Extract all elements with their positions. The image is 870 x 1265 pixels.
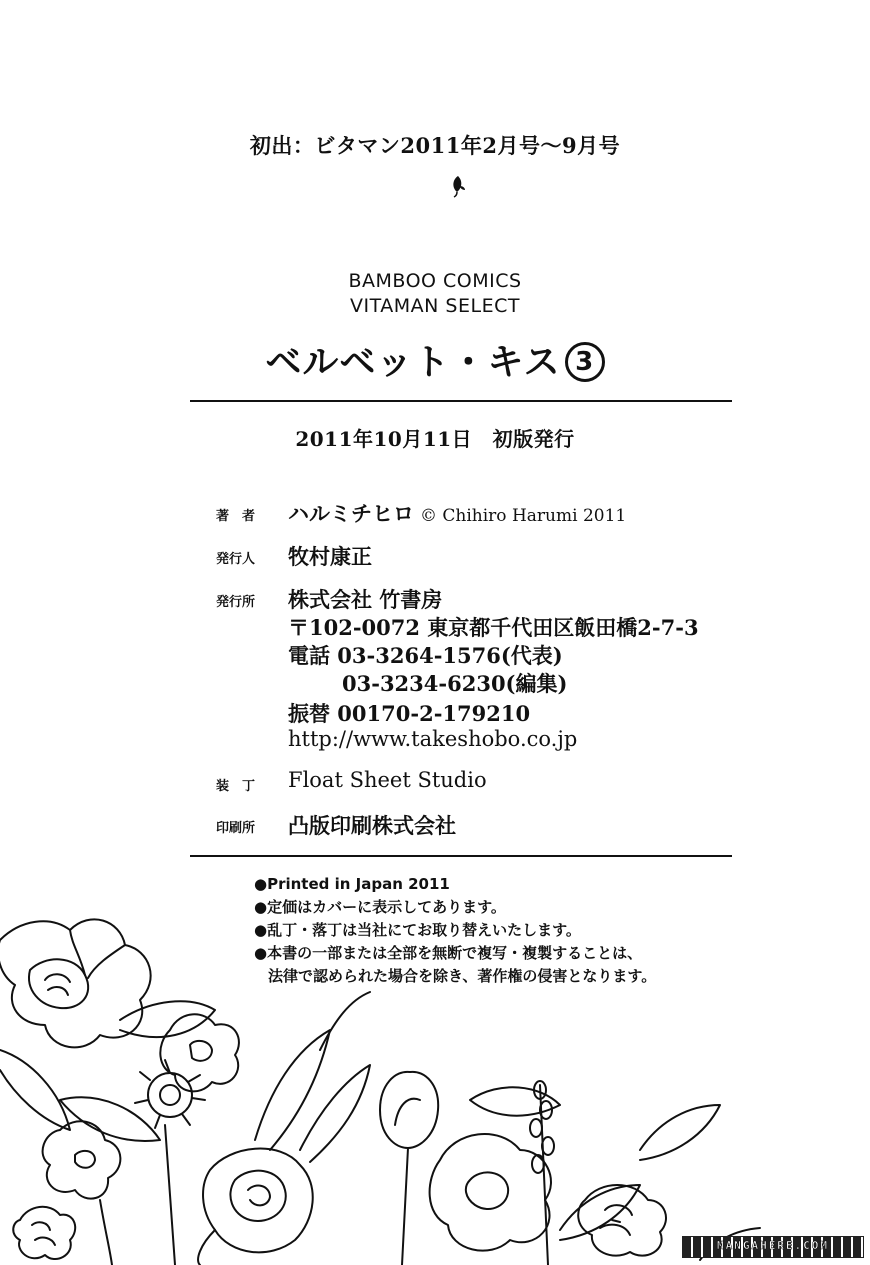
printer-label: 印刷所 xyxy=(216,821,256,836)
daisy-icon xyxy=(135,1060,205,1128)
publisher-phone-main: 電話 03-3264-1576(代表) xyxy=(288,643,563,668)
book-title-text: ベルベット・キス xyxy=(265,342,561,383)
series-name-line-2: VITAMAN SELECT xyxy=(350,295,520,317)
carnation-right-icon xyxy=(578,1185,666,1256)
publisher-phone-editorial: 03-3234-6230(編集) xyxy=(342,671,568,696)
flower-illustration xyxy=(0,900,870,1265)
divider-bottom xyxy=(190,855,732,857)
note-printed-in: ●Printed in Japan 2011 xyxy=(254,875,450,893)
flower-lower-left-icon xyxy=(43,1121,121,1198)
note-copyright-2: 法律で認められた場合を除き、著作権の侵害となります。 xyxy=(268,967,657,985)
printer-company: 凸版印刷株式会社 xyxy=(288,813,456,838)
publisher-label: 発行所 xyxy=(216,595,256,610)
series-name-line-1: BAMBOO COMICS xyxy=(348,270,522,292)
author-label: 著 者 xyxy=(216,509,256,524)
note-price: ●定価はカバーに表示してあります。 xyxy=(254,898,506,916)
flower-center-right-icon xyxy=(430,1134,551,1251)
note-copyright-1: ●本書の一部または全部を無断で複写・複製することは、 xyxy=(254,944,643,962)
publisher-transfer-account: 振替 00170-2-179210 xyxy=(288,701,531,726)
design-label: 装 丁 xyxy=(216,779,256,794)
publisher-person: 牧村康正 xyxy=(288,544,372,569)
tulip-icon xyxy=(380,1072,438,1265)
large-flower-icon xyxy=(0,919,151,1047)
publisher-address: 〒102-0072 東京都千代田区飯田橋2-7-3 xyxy=(288,615,699,640)
small-flower-icon xyxy=(160,1014,239,1091)
publisher-url: http://www.takeshobo.co.jp xyxy=(288,727,578,751)
divider-top xyxy=(190,400,732,402)
publisher-person-label: 発行人 xyxy=(216,552,256,567)
leaf-ornament-icon xyxy=(448,174,468,198)
author-name: ハルミチヒロ xyxy=(288,501,414,526)
note-replacement: ●乱丁・落丁は当社にてお取り替えいたします。 xyxy=(254,921,581,939)
first-publication-line: 初出：ビタマン2011年2月号～9月号 xyxy=(249,133,621,158)
author-line xyxy=(288,498,626,528)
book-title xyxy=(0,334,870,385)
publication-date: 2011年10月11日 初版発行 xyxy=(295,427,575,451)
volume-number: 3 xyxy=(565,342,605,382)
site-watermark: MANGAHERE.COM xyxy=(682,1236,864,1258)
carnation-icon xyxy=(13,1207,75,1259)
author-copyright: © Chihiro Harumi 2011 xyxy=(420,506,627,526)
rose-icon xyxy=(198,1149,313,1265)
publisher-company: 株式会社 竹書房 xyxy=(288,587,443,612)
design-studio: Float Sheet Studio xyxy=(288,768,487,792)
